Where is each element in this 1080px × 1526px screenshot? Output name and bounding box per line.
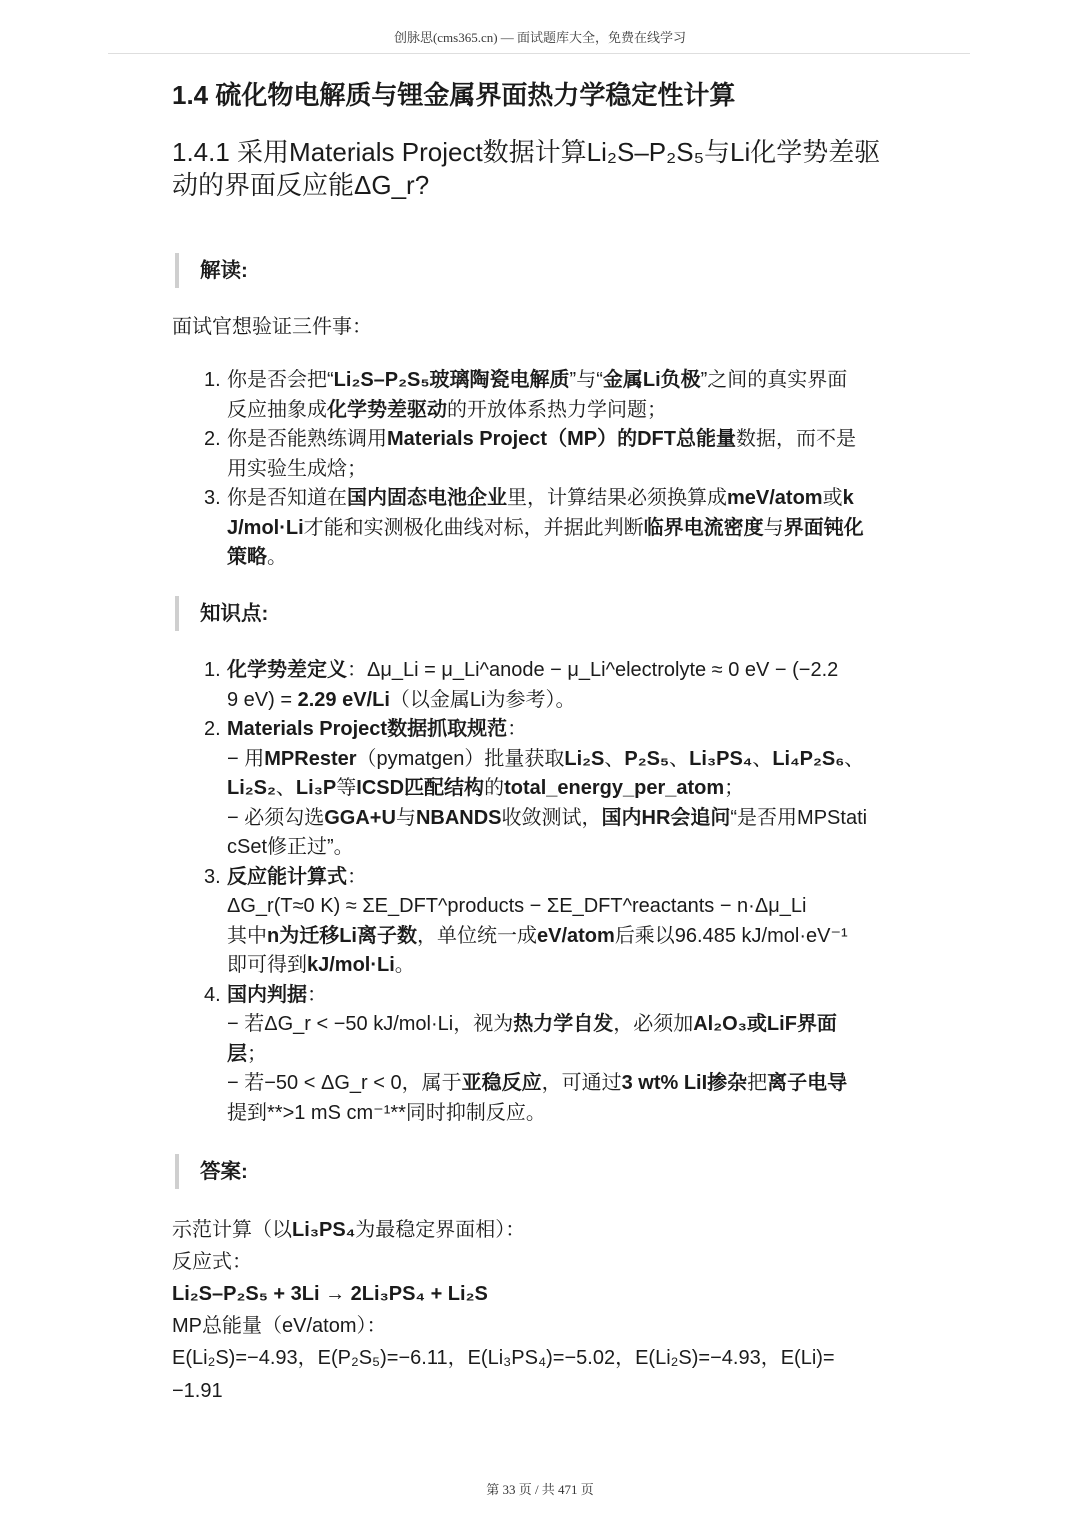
text-line bbox=[227, 745, 992, 775]
list-item bbox=[172, 715, 992, 863]
text-line bbox=[227, 833, 992, 863]
bold-text-run: Li₃P bbox=[295, 777, 337, 799]
text-run: E(Li₂S)=−4.93，E(P₂S₅)=−6.11，E(Li₃PS₄)=−5.02，E(Li₂S)=−4.93，E(Li)= bbox=[172, 1347, 835, 1370]
text-run: （pymatgen）批量获取 bbox=[356, 747, 565, 770]
bold-text-run: 热力学自发 bbox=[513, 1013, 614, 1035]
bold-text-run: 国内判据 bbox=[227, 983, 307, 1006]
text-run: ”与“ bbox=[569, 369, 603, 391]
section-heading: 解读: bbox=[175, 253, 992, 288]
text-line bbox=[227, 1040, 992, 1070]
text-run: − 若ΔG_r < −50 kJ/mol·Li，视为 bbox=[227, 1013, 514, 1035]
bold-text-run: 3 wt% LiI掺杂 bbox=[621, 1072, 748, 1094]
page-title: 1.4 硫化物电解质与锂金属界面热力学稳定性计算 bbox=[172, 80, 736, 110]
bold-text-run: ICSD匹配结构 bbox=[356, 777, 485, 799]
text-run: 其中 bbox=[227, 924, 267, 947]
bold-text-run: 亚稳反应 bbox=[461, 1072, 542, 1094]
list-number: 3. bbox=[204, 487, 221, 509]
text-run: 。 bbox=[267, 546, 287, 568]
header-divider bbox=[108, 53, 970, 54]
text-line bbox=[227, 1010, 992, 1040]
list-item-text bbox=[227, 656, 992, 715]
bold-text-run: kJ/mol·Li bbox=[307, 954, 395, 976]
text-run: 后乘以96.485 kJ/mol·eV⁻¹ bbox=[614, 924, 848, 947]
text-run: MP总能量（eV/atom）： bbox=[172, 1315, 387, 1338]
text-run: 。 bbox=[394, 954, 415, 976]
text-line bbox=[227, 484, 992, 514]
text-run: 、 bbox=[844, 747, 865, 770]
section-knowledge-points bbox=[172, 596, 992, 1128]
bold-text-run: Li₂S₂ bbox=[227, 777, 276, 799]
text-run: 把 bbox=[747, 1072, 768, 1094]
text-run: 提到**>1 mS cm⁻¹**同时抑制反应。 bbox=[227, 1101, 546, 1124]
bold-text-run: Li₃PS₄ bbox=[292, 1218, 356, 1241]
text-run: 里，计算结果必须换算成 bbox=[507, 487, 727, 509]
text-line bbox=[227, 396, 992, 426]
text-run: 、 bbox=[275, 777, 296, 799]
page-footer-number: 第 33 页 / 共 471 页 bbox=[486, 1482, 594, 1497]
question-title bbox=[172, 136, 992, 202]
list-item-text bbox=[227, 484, 992, 573]
subtitle-line: 动的界面反应能ΔG_r? bbox=[172, 169, 430, 200]
bold-text-run: 临界电流密度 bbox=[643, 516, 764, 539]
text-run: − 若−50 < ΔG_r < 0，属于 bbox=[227, 1072, 462, 1094]
bold-text-run: meV/atom bbox=[727, 487, 823, 509]
text-run: 9 eV) = bbox=[227, 688, 298, 711]
text-run: 与 bbox=[395, 806, 416, 829]
text-run: −1.91 bbox=[172, 1379, 223, 1402]
bold-text-run: n为迁移Li离子数 bbox=[267, 924, 417, 947]
text-run: 的开放体系热力学问题； bbox=[447, 398, 667, 421]
bold-text-run: Li₂S–P₂S₅ + 3Li → 2Li₃PS₄ + Li₂S bbox=[172, 1282, 488, 1305]
list-item-text bbox=[227, 863, 992, 981]
text-run: cSet修正过”。 bbox=[227, 836, 354, 858]
bold-text-run: total_energy_per_atom bbox=[504, 777, 725, 799]
text-run: ”之间的真实界面 bbox=[700, 369, 848, 391]
section-interpretation bbox=[172, 253, 992, 573]
bold-text-run: MPRester bbox=[264, 747, 357, 770]
text-line bbox=[172, 1214, 992, 1246]
text-line bbox=[172, 1310, 992, 1342]
numbered-list bbox=[172, 366, 992, 573]
text-run: 你是否能熟练调用 bbox=[227, 428, 387, 450]
text-line bbox=[227, 863, 992, 893]
text-line bbox=[227, 804, 992, 834]
text-run: 、 bbox=[669, 747, 690, 770]
page-header-text: 创脉思(cms365.cn) — 面试题库大全，免费在线学习 bbox=[393, 30, 687, 45]
bold-text-run: Materials Project数据抓取规范 bbox=[227, 718, 508, 740]
text-line bbox=[227, 715, 992, 745]
list-item-text bbox=[227, 425, 992, 484]
text-line bbox=[227, 543, 992, 573]
text-run: ； bbox=[724, 777, 745, 799]
text-run: ，必须加 bbox=[613, 1013, 694, 1035]
bold-text-run: 层 bbox=[227, 1042, 247, 1065]
section-body bbox=[172, 313, 992, 573]
list-number: 2. bbox=[204, 718, 221, 740]
text-line bbox=[227, 922, 992, 952]
subtitle-line: 1.4.1 采用Materials Project数据计算Li₂S–P₂S₅与Li化学势差驱 bbox=[172, 136, 881, 167]
bold-text-run: 离子电导 bbox=[767, 1072, 848, 1094]
section-body bbox=[172, 656, 992, 1128]
document-content bbox=[172, 78, 992, 1407]
bold-text-run: 界面钝化 bbox=[783, 516, 864, 539]
text-run: 与 bbox=[763, 516, 784, 539]
text-run: 反应式： bbox=[172, 1250, 252, 1273]
text-run: ： bbox=[347, 865, 367, 888]
text-run: ： bbox=[507, 718, 528, 740]
text-run: 为最稳定界面相）： bbox=[355, 1218, 526, 1241]
text-line bbox=[172, 313, 992, 343]
text-line bbox=[172, 1375, 992, 1407]
text-run: 或 bbox=[822, 487, 843, 509]
list-item bbox=[172, 366, 992, 425]
text-run: 反应抽象成 bbox=[227, 398, 327, 421]
text-line bbox=[227, 686, 992, 716]
section-answer bbox=[172, 1154, 992, 1407]
bold-text-run: 反应能计算式 bbox=[227, 865, 347, 888]
list-item-text bbox=[227, 715, 992, 863]
paragraph bbox=[172, 313, 992, 343]
text-run: 才能和实测极化曲线对标，并据此判断 bbox=[303, 516, 644, 539]
section-heading: 答案: bbox=[175, 1154, 992, 1189]
bold-text-run: Materials Project（MP）的DFT总能量 bbox=[387, 428, 736, 450]
list-number: 1. bbox=[204, 369, 221, 391]
text-run: 、 bbox=[752, 747, 773, 770]
text-run: 示范计算（以 bbox=[172, 1218, 292, 1241]
text-line bbox=[227, 425, 992, 455]
text-run: 的 bbox=[484, 777, 505, 799]
text-run: 数据，而不是 bbox=[735, 428, 856, 450]
text-run: 收敛测试， bbox=[501, 806, 602, 829]
bold-text-run: 化学势差驱动 bbox=[327, 398, 447, 421]
text-line bbox=[227, 656, 992, 686]
bold-text-run: 2.29 eV/Li bbox=[297, 688, 390, 711]
text-run: ； bbox=[247, 1042, 267, 1065]
bold-text-run: J/mol·Li bbox=[227, 516, 304, 539]
bold-text-run: k bbox=[842, 487, 854, 509]
list-item bbox=[172, 484, 992, 573]
bold-text-run: Li₂S–P₂S₅玻璃陶瓷电解质 bbox=[333, 369, 570, 391]
text-run: ：Δμ_Li = μ_Li^anode − μ_Li^electrolyte ≈ 0 eV − (−2.2 bbox=[347, 659, 839, 681]
list-item bbox=[172, 863, 992, 981]
text-line bbox=[227, 1069, 992, 1099]
bold-text-run: 化学势差定义 bbox=[227, 659, 347, 681]
bold-text-run: 策略 bbox=[227, 546, 267, 568]
bold-text-run: P₂S₅ bbox=[624, 747, 670, 770]
bold-text-run: NBANDS bbox=[415, 806, 502, 829]
section-heading: 知识点: bbox=[175, 596, 992, 631]
bold-text-run: Al₂O₃或LiF界面 bbox=[693, 1013, 837, 1035]
bold-text-run: GGA+U bbox=[324, 806, 396, 829]
bold-text-run: Li₃PS₄ bbox=[689, 747, 753, 770]
bold-text-run: Li₂S bbox=[564, 747, 605, 770]
text-line bbox=[172, 1342, 992, 1374]
text-line bbox=[227, 366, 992, 396]
text-line bbox=[227, 981, 992, 1011]
bold-text-run: Li₄P₂S₆ bbox=[772, 747, 845, 770]
text-run: “是否用MPStati bbox=[730, 806, 868, 829]
bold-text-run: 金属Li负极 bbox=[602, 369, 701, 391]
list-item bbox=[172, 981, 992, 1129]
list-item bbox=[172, 425, 992, 484]
text-run: ： bbox=[307, 983, 327, 1006]
text-run: 、 bbox=[604, 747, 625, 770]
numbered-list bbox=[172, 656, 992, 1128]
text-run: （以金属Li为参考）。 bbox=[389, 688, 576, 711]
text-line bbox=[227, 951, 992, 981]
text-run: 你是否会把“ bbox=[227, 369, 334, 391]
text-line bbox=[227, 1099, 992, 1129]
list-number: 1. bbox=[204, 659, 221, 681]
bold-text-run: eV/atom bbox=[537, 924, 615, 947]
text-run: ΔG_r(T≈0 K) ≈ ΣE_DFT^products − ΣE_DFT^reactants − n·Δμ_Li bbox=[227, 895, 807, 917]
text-line bbox=[172, 1278, 992, 1310]
bold-text-run: 国内HR会追问 bbox=[601, 806, 731, 829]
text-run: 你是否知道在 bbox=[227, 487, 347, 509]
text-line bbox=[227, 455, 992, 485]
text-run: − 必须勾选 bbox=[227, 806, 325, 829]
text-line bbox=[227, 892, 992, 922]
list-number: 3. bbox=[204, 865, 221, 888]
text-run: ，单位统一成 bbox=[417, 924, 537, 947]
list-number: 2. bbox=[204, 428, 221, 450]
text-run: 面试官想验证三件事： bbox=[172, 316, 372, 338]
text-run: ，可通过 bbox=[541, 1072, 622, 1094]
text-run: − 用 bbox=[227, 747, 265, 770]
paragraph bbox=[172, 1214, 992, 1407]
text-line bbox=[227, 514, 992, 544]
list-number: 4. bbox=[204, 983, 221, 1006]
text-run: 等 bbox=[336, 777, 357, 799]
list-item bbox=[172, 656, 992, 715]
text-run: 用实验生成焓； bbox=[227, 457, 367, 480]
text-line bbox=[227, 774, 992, 804]
list-item-text bbox=[227, 366, 992, 425]
text-run: 即可得到 bbox=[227, 954, 307, 976]
list-item-text bbox=[227, 981, 992, 1129]
bold-text-run: 国内固态电池企业 bbox=[347, 487, 507, 509]
section-body bbox=[172, 1214, 992, 1407]
text-line bbox=[172, 1246, 992, 1278]
